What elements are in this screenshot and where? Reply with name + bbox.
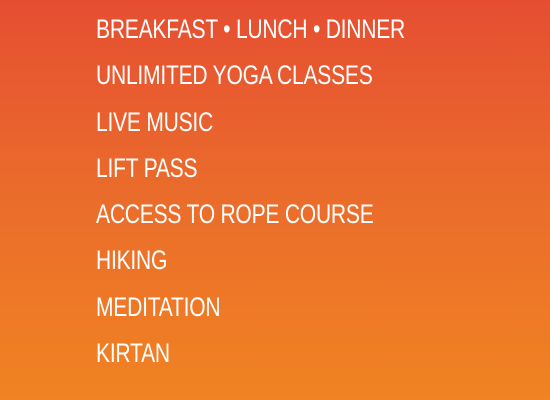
amenity-live-music: LIVE MUSIC (96, 106, 214, 137)
amenity-rope-course: ACCESS TO ROPE COURSE (96, 199, 374, 230)
amenity-lift-pass: LIFT PASS (96, 152, 198, 183)
amenities-list (96, 6, 492, 376)
amenity-meals: BREAKFAST • LUNCH • DINNER (96, 14, 406, 44)
amenity-meditation: MEDITATION (96, 291, 221, 322)
amenity-yoga: UNLIMITED YOGA CLASSES (96, 60, 373, 91)
amenity-kirtan: KIRTAN (96, 338, 170, 369)
amenity-hiking: HIKING (96, 245, 168, 276)
